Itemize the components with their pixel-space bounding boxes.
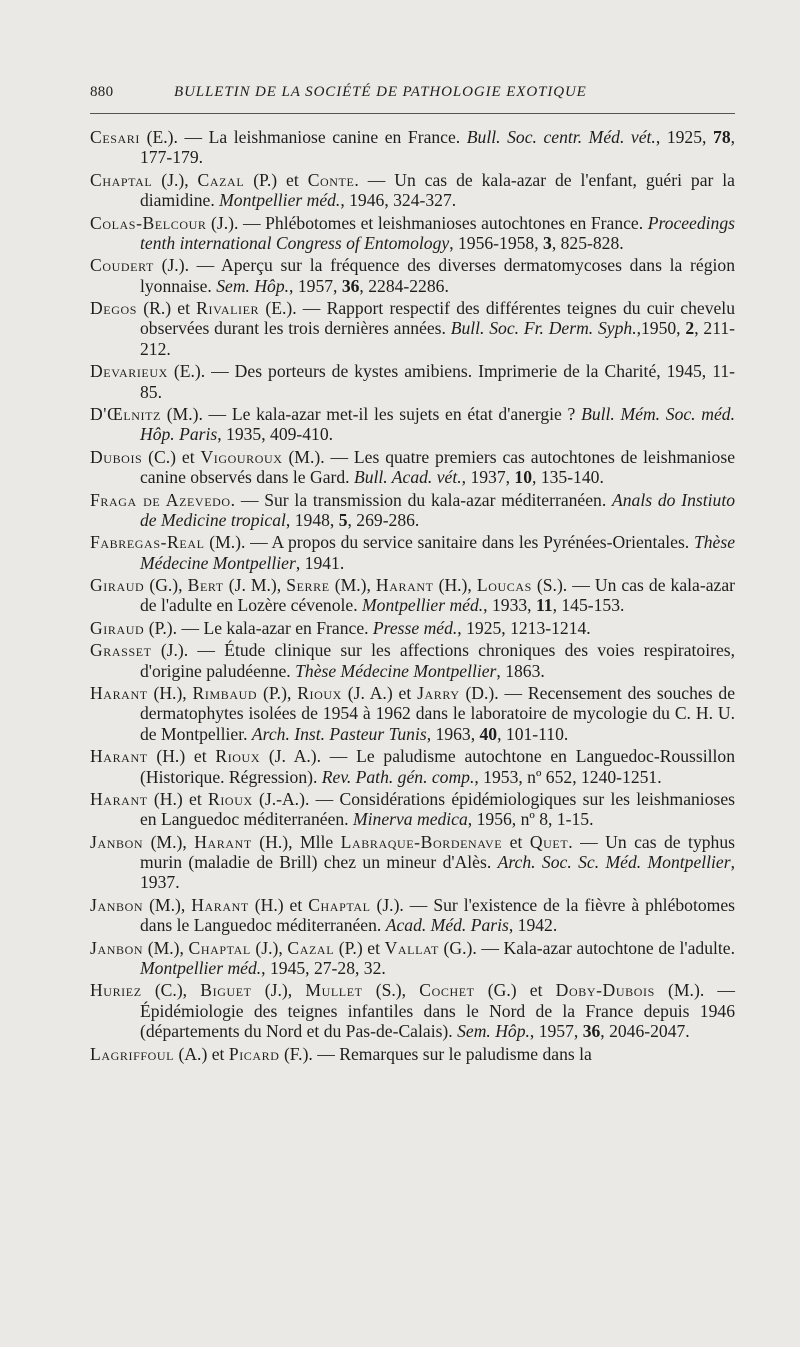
reference-text: (H.) et: [147, 746, 216, 767]
reference-chaptal: [90, 170, 735, 211]
reference-text: (J.). — Sur l'existence de la fièvre à phlébotomes dans le Languedoc méditerranéen.: [140, 894, 735, 936]
author-name: Chaptal: [308, 894, 371, 915]
author-name: Loucas: [476, 575, 532, 596]
author-name: Conte: [307, 169, 355, 190]
author-name: Fabregas-Real: [90, 532, 205, 553]
source-title: Anals do Instiuto de Medicine tropical: [140, 489, 735, 530]
volume-number: 2: [685, 318, 695, 339]
author-name: Rimbaud: [192, 683, 258, 704]
reference-text: , 1941.: [295, 552, 345, 573]
author-name: Cazal: [197, 169, 245, 190]
source-title: Montpellier méd.: [219, 190, 341, 211]
source-title: Montpellier méd.: [140, 957, 262, 978]
source-title: Bull. Soc. Fr. Derm. Syph.: [450, 318, 637, 339]
author-name: Doby-Dubois: [555, 980, 655, 1001]
author-name: Giraud: [90, 575, 145, 596]
reference-degos: [90, 298, 735, 359]
volume-number: 40: [479, 723, 498, 744]
author-name: Rivalier: [196, 298, 260, 319]
author-name: Rioux: [297, 683, 342, 704]
reference-text: (J. A.). — Le paludisme autochtone en Languedoc-Roussillon (Historique. Régression).: [140, 746, 735, 787]
author-name: Colas-Belcour: [90, 212, 207, 233]
reference-text: (H.) et: [147, 789, 208, 810]
reference-fraga: [90, 490, 735, 531]
author-name: Rioux: [215, 746, 261, 767]
source-title: Presse méd.: [372, 617, 458, 638]
reference-giraud-g: [90, 575, 735, 616]
reference-text: , 135-140.: [532, 467, 604, 488]
reference-text: , 1956-1958,: [449, 232, 544, 253]
reference-text: , 2046-2047.: [600, 1021, 690, 1042]
reference-text: . — Sur la transmission du kala-azar méditerranéen.: [230, 489, 613, 510]
reference-text: , 145-153.: [552, 595, 625, 616]
reference-harant-1956: [90, 789, 735, 830]
reference-text: , 1863.: [496, 660, 545, 681]
reference-text: , 1933,: [483, 595, 536, 616]
volume-number: 36: [341, 275, 360, 296]
source-title: Bull. Acad. vét.: [353, 467, 462, 488]
author-name: Serre: [286, 575, 330, 596]
reference-text: (G.). — Kala-azar autochtone de l'adulte.: [438, 937, 735, 958]
source-title: Rev. Path. gén. comp.: [321, 766, 475, 787]
source-title: Thèse Médecine Montpellier: [140, 532, 735, 573]
reference-text: (P.). — Le kala-azar en France.: [144, 617, 373, 638]
volume-number: 78: [713, 127, 731, 147]
source-title: Bull. Soc. centr. Méd. vét.: [466, 127, 656, 147]
reference-text: et: [502, 831, 530, 852]
reference-text: (H.),: [147, 683, 193, 704]
reference-text: (J.),: [251, 980, 306, 1001]
reference-text: (D.). — Recensement des souches de dermatophytes isolées de 1954 à 1962 dans le laboratoire de mycologie du C. H. U. de Montpellier.: [140, 683, 735, 744]
reference-text: (M.). — Épidémiologie des teignes infantiles dans le Nord de la France depuis 1946 (départements du Nord et du Pas-de-Calais).: [140, 980, 735, 1042]
author-name: Huriez: [90, 980, 142, 1001]
reference-text: , 825-828.: [551, 232, 624, 253]
reference-text: (E.). — Rapport respectif des différentes teignes du cuir chevelu observées durant les trois dernières années.: [140, 298, 735, 339]
reference-text: (F.). — Remarques sur le paludisme dans la: [279, 1043, 592, 1064]
source-title: Proceedings tenth international Congress of Entomology: [140, 212, 735, 253]
source-title: Arch. Inst. Pasteur Tunis: [251, 723, 427, 744]
page-number: 880: [90, 84, 114, 100]
reference-text: , 2284-2286.: [359, 275, 449, 296]
author-name: Degos: [90, 298, 138, 319]
author-name: Harant: [90, 789, 148, 810]
reference-list: [90, 127, 735, 1066]
reference-text: (P.),: [257, 683, 298, 704]
reference-text: (S.). — Un cas de kala-azar de l'adulte en Lozère cévenole.: [140, 575, 735, 616]
author-name: Mullet: [305, 980, 363, 1001]
reference-grasset: [90, 640, 735, 681]
author-name: Cazal: [287, 937, 335, 958]
volume-number: 5: [338, 509, 348, 530]
author-name: Grasset: [90, 640, 152, 661]
reference-text: (J.). — Aperçu sur la fréquence des diverses dermatomycoses dans la région lyonnaise.: [140, 255, 735, 296]
reference-text: , 1925, 1213-1214.: [457, 617, 591, 638]
author-name: Rioux: [208, 789, 253, 810]
reference-text: (J.-A.). — Considérations épidémiologiques sur les leishmanioses en Languedoc méditerranéen.: [140, 789, 735, 830]
reference-janbon-1942: [90, 895, 735, 936]
volume-number: 3: [543, 232, 552, 253]
author-name: Quet: [529, 831, 569, 852]
author-name: Harant: [191, 894, 249, 915]
reference-text: (E.). — Des porteurs de kystes amibiens. Imprimerie de la Charité, 1945, 11-85.: [140, 361, 735, 402]
author-name: Harant: [90, 746, 148, 767]
author-name: Harant: [375, 575, 434, 596]
volume-number: 36: [582, 1021, 601, 1042]
reference-text: (J.). — Étude clinique sur les affections chroniques des voies respiratoires, d'origine paludéenne.: [140, 640, 735, 681]
source-title: Sem. Hôp.: [216, 275, 290, 296]
author-name: Bert: [187, 575, 224, 596]
header-rule: [90, 113, 735, 114]
reference-text: (M.),: [143, 831, 195, 852]
author-name: Devarieux: [90, 361, 168, 382]
reference-text: , 211-212.: [140, 318, 735, 359]
reference-text: (H.), Mlle: [251, 831, 341, 852]
author-name: Janbon: [90, 894, 144, 915]
reference-text: (H.) et: [248, 894, 309, 915]
reference-huriez: [90, 980, 735, 1041]
reference-cesari: [90, 127, 735, 168]
reference-text: , 1937,: [461, 467, 515, 488]
reference-text: ,1950,: [636, 318, 686, 339]
author-name: D'Œlnitz: [90, 403, 161, 424]
source-title: Sem. Hôp.: [457, 1021, 530, 1042]
reference-text: (M.). — Les quatre premiers cas autochtones de leishmaniose canine observés dans le Gard.: [140, 446, 736, 488]
reference-text: , 1946, 324-327.: [340, 190, 457, 211]
reference-text: , 1935, 409-410.: [217, 424, 334, 445]
reference-text: (H.),: [433, 575, 477, 596]
reference-giraud-p: [90, 618, 735, 638]
reference-text: , 1957,: [289, 275, 342, 296]
reference-text: , 1956, nº 8, 1-15.: [467, 809, 594, 830]
reference-dubois: [90, 447, 735, 488]
reference-lagriffoul: [90, 1044, 735, 1064]
reference-text: (J. M.),: [223, 575, 287, 596]
reference-text: (M.),: [143, 937, 189, 958]
volume-number: 11: [535, 595, 553, 616]
source-title: Minerva medica: [352, 809, 468, 830]
volume-number: 10: [514, 467, 533, 488]
reference-text: , 1953, nº 652, 1240-1251.: [474, 766, 662, 787]
reference-text: , 1963,: [426, 723, 480, 744]
reference-devarieux: [90, 361, 735, 402]
source-title: Acad. Méd. Paris: [385, 915, 509, 936]
author-name: Chaptal: [90, 169, 153, 190]
reference-harant-1963: [90, 683, 735, 744]
reference-text: (G.) et: [474, 980, 556, 1001]
reference-text: , 269-286.: [347, 509, 420, 530]
author-name: Jarry: [417, 683, 460, 704]
reference-text: (J.). — Phlébotomes et leishmanioses autochtones en France.: [206, 212, 648, 233]
reference-text: (P.) et: [334, 937, 385, 958]
reference-text: (P.) et: [244, 169, 308, 190]
author-name: Dubois: [90, 446, 143, 467]
reference-janbon-1945: [90, 938, 735, 979]
author-name: Chaptal: [188, 937, 251, 958]
author-name: Labraque-Bordenave: [340, 831, 503, 852]
reference-text: , 1942.: [508, 915, 558, 936]
source-title: Thèse Médecine Montpellier: [295, 660, 497, 681]
author-name: Harant: [194, 831, 252, 852]
reference-coudert: [90, 255, 735, 296]
reference-text: (J. A.) et: [341, 683, 418, 704]
author-name: Picard: [228, 1043, 280, 1064]
author-name: Janbon: [90, 937, 144, 958]
reference-text: . — Un cas de typhus murin (maladie de Brill) chez un mineur d'Alès.: [140, 831, 735, 873]
author-name: Janbon: [90, 831, 144, 852]
reference-text: (A.) et: [174, 1043, 229, 1064]
reference-colas-belcour: [90, 213, 735, 254]
reference-text: , 1925,: [655, 127, 714, 147]
reference-text: (S.),: [362, 980, 420, 1001]
reference-harant-1953: [90, 746, 735, 787]
author-name: Fraga de Azevedo: [90, 489, 231, 510]
reference-text: , 101-110.: [497, 723, 569, 744]
reference-text: (J.),: [152, 169, 198, 190]
reference-text: (C.) et: [142, 446, 201, 467]
reference-text: (R.) et: [137, 298, 197, 319]
author-name: Giraud: [90, 617, 145, 638]
reference-janbon-1937: [90, 832, 735, 893]
reference-text: , 177-179.: [140, 127, 736, 168]
source-title: Arch. Soc. Sc. Méd. Montpellier: [497, 852, 731, 873]
author-name: Vallat: [384, 937, 439, 958]
author-name: Coudert: [90, 255, 154, 276]
reference-text: , 1937.: [140, 852, 735, 893]
reference-text: . — Un cas de kala-azar de l'enfant, guéri par la diamidine.: [140, 169, 735, 211]
author-name: Harant: [90, 683, 148, 704]
author-name: Vigouroux: [200, 446, 283, 467]
reference-text: (G.),: [144, 575, 188, 596]
reference-text: (J.),: [250, 937, 288, 958]
author-name: Biguet: [200, 980, 252, 1001]
author-name: Lagriffoul: [90, 1043, 175, 1064]
reference-text: , 1945, 27-28, 32.: [261, 957, 386, 978]
source-title: Bull. Mém. Soc. méd. Hôp. Paris: [140, 403, 735, 445]
reference-text: (M.),: [329, 575, 376, 596]
reference-text: (C.),: [141, 980, 201, 1001]
reference-doelnitz: [90, 404, 735, 445]
source-title: Montpellier méd.: [362, 595, 484, 616]
reference-text: (M.),: [143, 894, 192, 915]
reference-text: (E.). — La leishmaniose canine en France.: [140, 127, 467, 147]
journal-title: BULLETIN DE LA SOCIÉTÉ DE PATHOLOGIE EXOTIQUE: [174, 84, 587, 100]
reference-text: , 1957,: [529, 1021, 583, 1042]
author-name: Cochet: [419, 980, 475, 1001]
author-name: Cesari: [90, 127, 141, 147]
reference-text: (M.). — Le kala-azar met-il les sujets en état d'anergie ?: [160, 403, 582, 424]
reference-fabregas: [90, 532, 735, 573]
reference-text: , 1948,: [285, 509, 339, 530]
reference-text: (M.). — A propos du service sanitaire dans les Pyrénées-Orientales.: [204, 532, 694, 553]
